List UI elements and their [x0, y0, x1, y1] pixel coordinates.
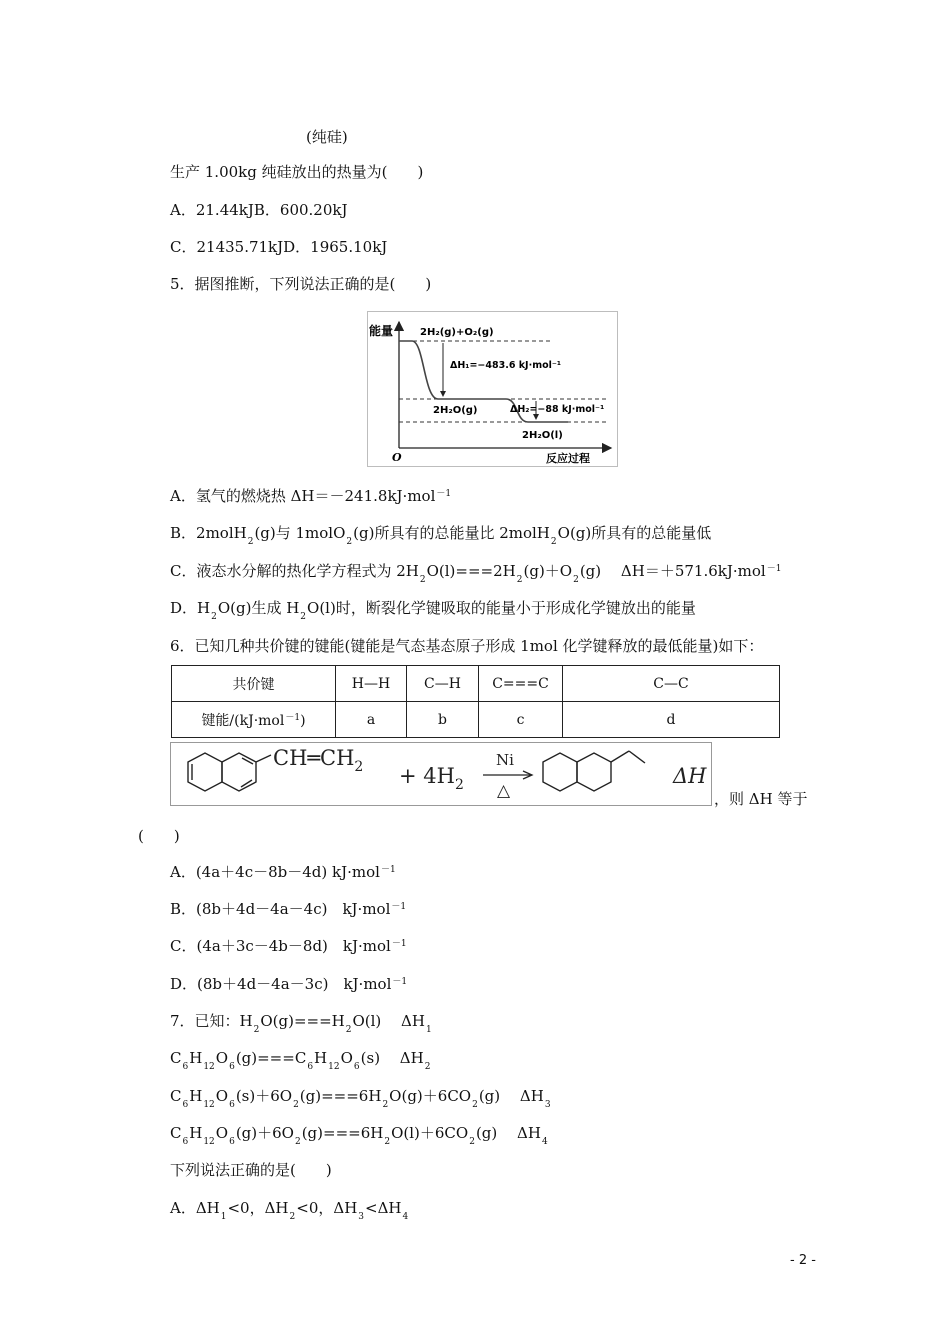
table-cell: C—H	[407, 666, 479, 702]
q6-option-c: C．(4a＋3c－4b－8d) kJ·mol$^{-1}$	[170, 937, 407, 955]
q7-stem: 7．已知：$H_2O(g)===H_2O(l)$ $\Delta H_1$	[170, 1012, 432, 1035]
table-cell: b	[407, 702, 479, 738]
dh2-label: ΔH₂=−88 kJ·mol⁻¹	[510, 404, 605, 415]
catalyst-label: Ni	[496, 751, 514, 769]
table-cell: 共价键	[172, 666, 336, 702]
table-cell: c	[479, 702, 563, 738]
heat-label: △	[497, 781, 511, 801]
product-structure	[543, 751, 645, 791]
q5-option-d: D．$H_2O(g)$生成 $H_2O(l)$时，断裂化学键吸取的能量小于形成化学键放出的能量	[170, 599, 696, 622]
delta-h-label: ΔH	[673, 764, 707, 788]
table-cell: a	[336, 702, 407, 738]
q6-answer-paren: ( )	[138, 827, 180, 845]
table-header-row	[172, 666, 780, 702]
q4-stem: 生产 1.00kg 纯硅放出的热量为( )	[170, 163, 424, 181]
water-liquid-label: 2H₂O(l)	[522, 430, 563, 441]
vinyl-group: $CH═CH_2$	[273, 746, 364, 775]
table-row	[172, 702, 780, 738]
q7-equation-3: $C_6H_{12}O_6(s)+6O_2(g)===6H_2O(g)+6CO_2(g)$ $\Delta H_3$	[170, 1087, 551, 1110]
q5-option-b: B．2molH$_2$(g)与 1molO$_2$(g)所具有的总能量比 2molH$_2$O(g)所具有的总能量低	[170, 524, 712, 547]
table-cell: C===C	[479, 666, 563, 702]
q5-stem: 5．据图推断，下列说法正确的是( )	[170, 275, 432, 293]
pure-silicon-label: (纯硅)	[306, 128, 348, 146]
q7-option-a: A．$\Delta H_1<0$，$\Delta H_2<0$，$\Delta H_3<\Delta H_4$	[170, 1199, 409, 1222]
q5-option-c: C．液态水分解的热化学方程式为 $2H_2O(l)===2H_2(g)+O_2(g)$ ΔH＝＋571.6kJ·mol$^{-1}$	[170, 562, 782, 585]
q4-options-cd: C．21435.71kJD．1965.10kJ	[170, 238, 388, 256]
page-number: - 2 -	[790, 1253, 816, 1268]
water-gas-label: 2H₂O(g)	[433, 405, 478, 416]
energy-diagram	[367, 311, 618, 467]
q7-equation-2: $C_6H_{12}O_6(g)===C_6H_{12}O_6(s)$ $\Delta H_2$	[170, 1049, 431, 1072]
table-cell: d	[563, 702, 780, 738]
reaction-scheme	[170, 742, 712, 806]
q4-options-ab: A．21.44kJB．600.20kJ	[170, 201, 348, 219]
table-cell: H—H	[336, 666, 407, 702]
reactant-structure	[188, 753, 271, 791]
q5-option-a: A．氢气的燃烧热 ΔH＝－241.8kJ·mol$^{-1}$	[170, 487, 452, 505]
dh1-label: ΔH₁=−483.6 kJ·mol⁻¹	[450, 360, 562, 371]
table-cell: C—C	[563, 666, 780, 702]
bond-energy-table	[171, 665, 780, 738]
origin-label: O	[392, 451, 402, 464]
x-axis-label: 反应过程	[546, 452, 590, 465]
energy-diagram-svg	[368, 312, 617, 466]
q6-then-text: ，则 ΔH 等于	[714, 790, 808, 808]
hydrogen-reagent: + $4H_2$	[399, 764, 464, 793]
reactants-label: 2H₂(g)+O₂(g)	[420, 327, 494, 338]
q6-option-a: A．(4a＋4c－8b－4d) kJ·mol$^{-1}$	[170, 863, 396, 881]
q6-stem: 6．已知几种共价键的键能(键能是气态基态原子形成 1mol 化学键释放的最低能量)如下：	[170, 637, 764, 655]
q7-equation-4: $C_6H_{12}O_6(g)+6O_2(g)===6H_2O(l)+6CO_2(g)$ $\Delta H_4$	[170, 1124, 548, 1147]
reaction-scheme-svg	[171, 743, 711, 805]
table-cell: 键能/(kJ·mol$^{-1}$)	[172, 702, 336, 738]
y-axis-label: 能量	[369, 324, 394, 338]
q7-question: 下列说法正确的是( )	[170, 1161, 332, 1179]
q6-option-d: D．(8b＋4d－4a－3c) kJ·mol$^{-1}$	[170, 975, 408, 993]
q6-option-b: B．(8b＋4d－4a－4c) kJ·mol$^{-1}$	[170, 900, 407, 918]
